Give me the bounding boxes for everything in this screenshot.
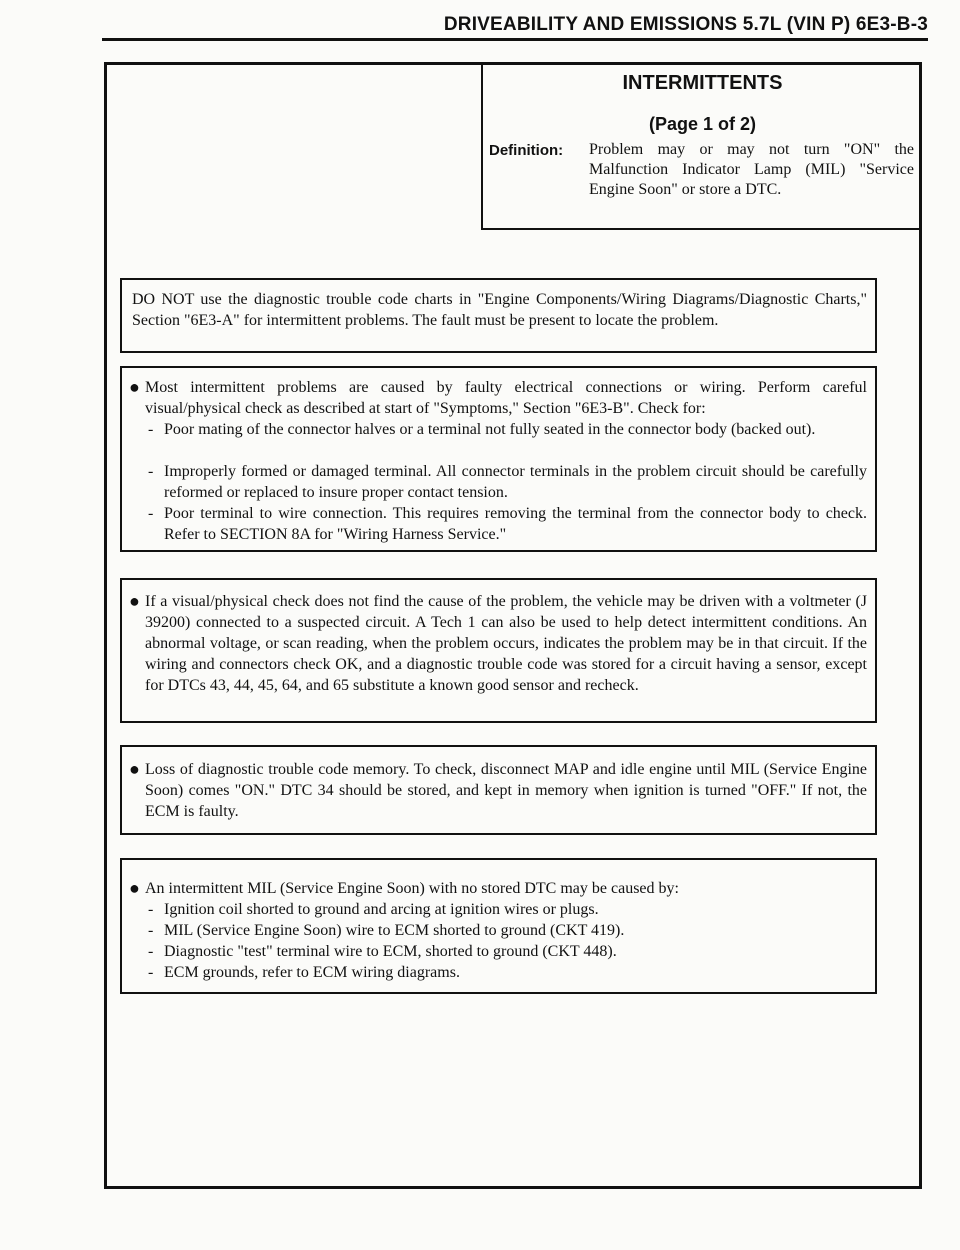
section-voltmeter: [120, 578, 877, 723]
dash-icon: -: [148, 421, 154, 438]
title-block: [481, 62, 922, 230]
section1-item: Poor terminal to wire connection. This requires removing the terminal from the connector body to check. Refer to SECTION 8A for "Wiring Harness Service.": [164, 505, 867, 543]
header-rule: [102, 38, 928, 41]
definition-text: Problem may or may not turn "ON" the Malfunction Indicator Lamp (MIL) "Service Engine Soon" or store a DTC.: [589, 141, 914, 198]
section-memory: [120, 745, 877, 835]
dash-icon: -: [148, 901, 154, 918]
section1-item: Improperly formed or damaged terminal. All connector terminals in the problem circuit should be carefully reformed or replaced to insure proper contact tension.: [164, 463, 867, 501]
dash-icon: -: [148, 463, 154, 480]
section3-text: Loss of diagnostic trouble code memory. To check, disconnect MAP and idle engine until MIL (Service Engine Soon) comes "ON." DTC 34 should be stored, and kept in memory when ignition is turned "OFF." If not, the ECM is faulty.: [145, 761, 867, 820]
dash-icon: -: [148, 943, 154, 960]
section4-item: Ignition coil shorted to ground and arcing at ignition wires or plugs.: [164, 901, 599, 918]
bullet-icon: ●: [129, 759, 140, 779]
bullet-icon: ●: [129, 591, 140, 611]
chart-title: INTERMITTENTS: [622, 72, 783, 94]
page-header: DRIVEABILITY AND EMISSIONS 5.7L (VIN P) 6E3-B-3: [443, 14, 928, 35]
section4-text: An intermittent MIL (Service Engine Soon) with no stored DTC may be caused by:: [145, 880, 679, 897]
section2-text: If a visual/physical check does not find the cause of the problem, the vehicle may be driven with a voltmeter (J 39200) connected to a suspected circuit. A Tech 1 can also be used to help detect intermittent conditions. An abnormal voltage, or scan reading, when the problem occurs, indicates the problem may be in that circuit. If the wiring and connectors check OK, and a diagnostic trouble code was stored for a circuit having a sensor, except for DTCs 43, 44, 45, 64, and 65 substitute a known good sensor and recheck.: [145, 593, 867, 694]
dash-icon: -: [148, 922, 154, 939]
section-connections: [120, 366, 877, 552]
bullet-icon: ●: [129, 878, 140, 898]
section4-item: ECM grounds, refer to ECM wiring diagrams.: [164, 964, 460, 981]
bullet-icon: ●: [129, 377, 140, 397]
chart-subtitle: (Page 1 of 2): [648, 114, 757, 134]
section4-item: Diagnostic "test" terminal wire to ECM, shorted to ground (CKT 448).: [164, 943, 617, 960]
warning-box: [120, 278, 877, 353]
dash-icon: -: [148, 505, 154, 522]
definition-label: Definition:: [489, 142, 564, 159]
section-mil: [120, 858, 877, 994]
warning-text: DO NOT use the diagnostic trouble code charts in "Engine Components/Wiring Diagrams/Diagnostic Charts," Section "6E3-A" for intermittent problems. The fault must be present to locate the problem.: [132, 291, 867, 329]
section1-item: Poor mating of the connector halves or a terminal not fully seated in the connector body (backed out).: [164, 421, 816, 438]
section4-item: MIL (Service Engine Soon) wire to ECM shorted to ground (CKT 419).: [164, 922, 625, 939]
section1-text: Most intermittent problems are caused by faulty electrical connections or wiring. Perform careful visual/physical check as described at start of "Symptoms," Section "6E3-B". Check for:: [145, 379, 867, 417]
dash-icon: -: [148, 964, 154, 981]
